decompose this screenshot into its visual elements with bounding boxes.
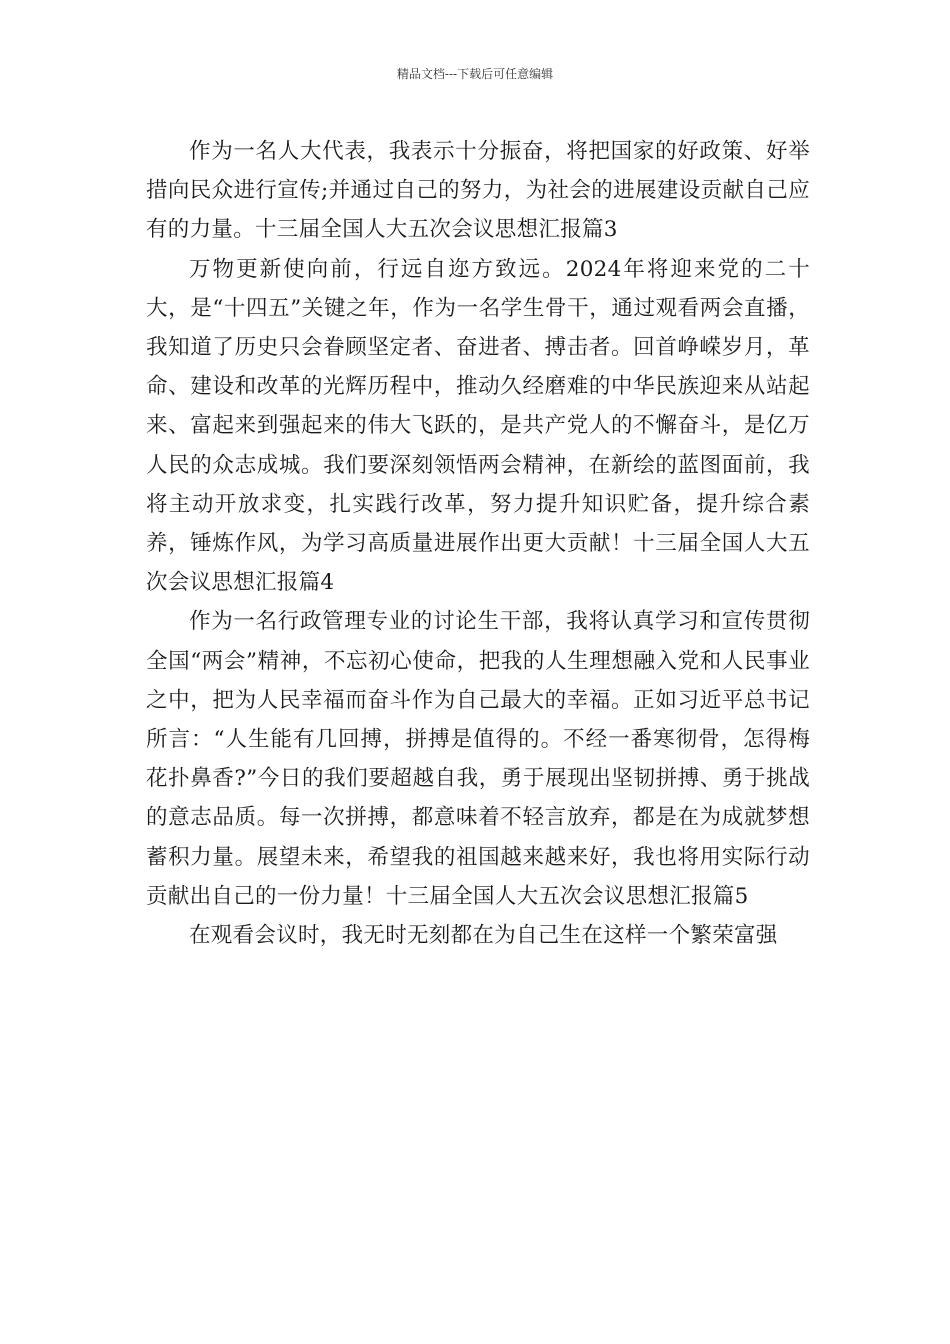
paragraph-2: 万物更新使向前，行远自迩方致远。2024年将迎来党的二十大，是“十四五”关键之年，作为一名学生骨干，通过观看两会直播，我知道了历史只会眷顾坚定者、奋进者、搏击者。回首峥嵘岁月，革命、建设和改革的光辉历程中，推动久经磨难的中华民族迎来从站起来、富起来到强起来的伟大飞跃的，是共产党人的不懈奋斗，是亿万人民的众志成城。我们要深刻领悟两会精神，在新绘的蓝图面前，我将主动开放求变，扎实践行改革，努力提升知识贮备，提升综合素养，锤炼作风，为学习高质量进展作出更大贡献！十三届全国人大五次会议思想汇报篇4 (146, 256, 810, 596)
paragraph-3: 作为一名行政管理专业的讨论生干部，我将认真学习和宣传贯彻全国“两会”精神，不忘初心使命，把我的人生理想融入党和人民事业之中，把为人民幸福而奋斗作为自己最大的幸福。正如习近平总书记所言：“人生能有几回搏，拼搏是值得的。不经一番寒彻骨，怎得梅花扑鼻香?”今日的我们要超越自我，勇于展现出坚韧拼搏、勇于挑战的意志品质。每一次拼搏，都意味着不轻言放弃，都是在为成就梦想蓄积力量。展望未来，希望我的祖国越来越来好，我也将用实际行动贡献出自己的一份力量！十三届全国人大五次会议思想汇报篇5 (146, 609, 810, 909)
paragraph-4: 在观看会议时，我无时无刻都在为自己生在这样一个繁荣富强 (189, 923, 778, 949)
paragraph-1: 作为一名人大代表，我表示十分振奋，将把国家的好政策、好举措向民众进行宣传;并通过自己的努力，为社会的进展建设贡献自己应有的力量。十三届全国人大五次会议思想汇报篇3 (146, 139, 810, 243)
page-header: 精品文档---下载后可任意编辑 (396, 67, 554, 81)
document-body (146, 132, 810, 955)
